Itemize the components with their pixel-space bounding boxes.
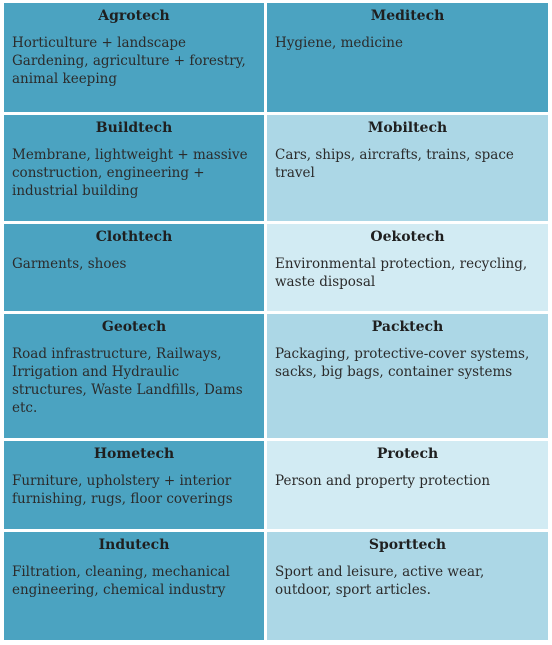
category-title: Protech <box>376 446 439 462</box>
category-cell-hometech <box>4 441 264 529</box>
category-description: Person and property protection <box>275 473 491 489</box>
textile-categories-table <box>4 3 548 640</box>
category-description: Packaging, protective-cover systems, sacks, big bags, container systems <box>275 346 530 380</box>
category-description: Furniture, upholstery + interior furnishing, rugs, floor coverings <box>12 473 233 507</box>
category-description: Membrane, lightweight + massive construction, engineering + industrial building <box>12 147 248 199</box>
category-title: Mobiltech <box>367 120 448 136</box>
category-description: Sport and leisure, active wear, outdoor, sport articles. <box>275 564 485 598</box>
category-title: Sporttech <box>368 537 447 553</box>
category-description: Cars, ships, aircrafts, trains, space travel <box>275 147 514 181</box>
category-description: Environmental protection, recycling, waste disposal <box>275 256 528 290</box>
category-cell-meditech <box>267 3 548 112</box>
table-row <box>4 532 548 640</box>
category-title: Packtech <box>371 319 444 335</box>
table-row <box>4 441 548 529</box>
category-title: Oekotech <box>370 229 445 245</box>
category-title: Agrotech <box>98 8 170 24</box>
category-title: Buildtech <box>95 120 173 136</box>
category-cell-geotech <box>4 314 264 438</box>
table-row <box>4 314 548 438</box>
category-cell-buildtech <box>4 115 264 221</box>
category-cell-clothtech <box>4 224 264 311</box>
category-title: Hometech <box>93 446 175 462</box>
table-row <box>4 3 548 112</box>
category-title: Geotech <box>101 319 167 335</box>
category-cell-agrotech <box>4 3 264 112</box>
category-cell-packtech <box>267 314 548 438</box>
category-description: Horticulture + landscape Gardening, agriculture + forestry, animal keeping <box>12 35 246 87</box>
category-description: Filtration, cleaning, mechanical engineering, chemical industry <box>12 564 230 598</box>
table-row <box>4 224 548 311</box>
category-cell-mobiltech <box>267 115 548 221</box>
category-cell-indutech <box>4 532 264 640</box>
category-description: Garments, shoes <box>12 256 127 272</box>
category-description: Road infrastructure, Railways, Irrigation and Hydraulic structures, Waste Landfills, Dams etc. <box>12 346 243 416</box>
category-cell-sporttech <box>267 532 548 640</box>
table-row <box>4 115 548 221</box>
category-cell-protech <box>267 441 548 529</box>
category-cell-oekotech <box>267 224 548 311</box>
category-description: Hygiene, medicine <box>275 35 403 51</box>
category-title: Clothtech <box>95 229 173 245</box>
category-title: Indutech <box>98 537 170 553</box>
category-title: Meditech <box>370 8 445 24</box>
